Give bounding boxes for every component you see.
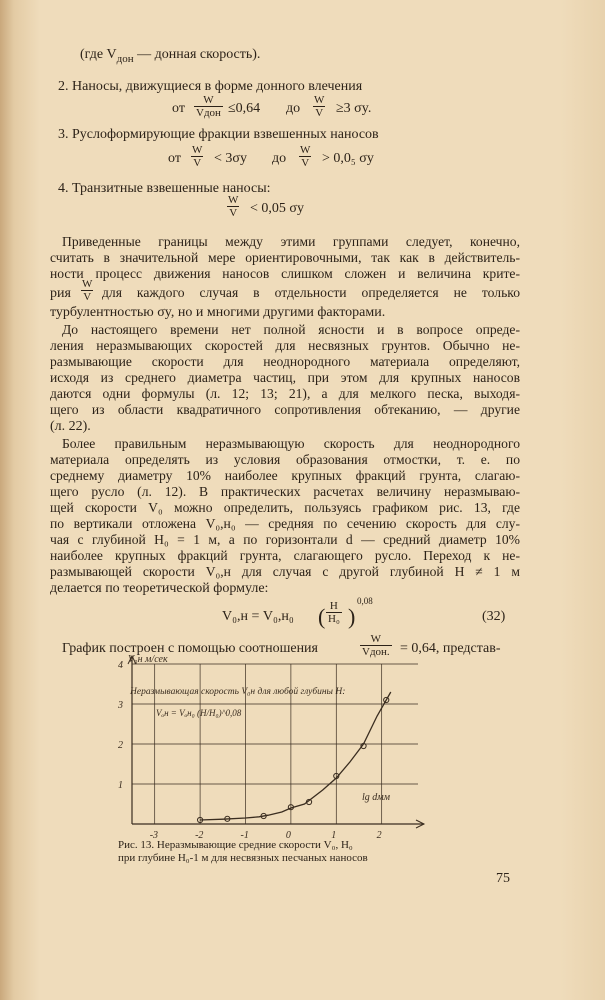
x-axis-label: lg dмм [362,792,391,803]
para1-line-4a: рия [50,286,71,301]
para2-line-7: (л. 22). [50,419,91,434]
para2-line-4: исходя из среднего диаметра частиц, при этом для крупных наносов [50,370,520,385]
item-4-fraction: $\frac{W}{V}$ [228,194,239,219]
y-tick-4: 4 [118,660,123,671]
x-tick-0: 0 [285,830,291,841]
para3-line-10: делается по теоретической формуле: [50,581,269,596]
para3-line-9: размывающей скорости V₀,н для случая с другой глубиной H ≠ 1 м [50,564,520,579]
para1-line-5: турбулентностью σy, но и многими другими факторами. [50,305,386,320]
formula-lhs: V₀,н = V₀,н₀ [222,609,294,624]
item-3-to: до [272,151,287,166]
graph-line-a: График построен с помощью соотношения [62,641,318,656]
y-tick-2: 2 [118,740,123,751]
item-3-gt: > 0,0₅ σy [322,151,374,166]
graph-line-b: = 0,64, представ- [400,641,501,656]
x-tick--1: -1 [240,830,249,841]
para3-line-6: по вертикали отложена V₀,н₀ — средняя по сечению скорость для слу- [50,516,520,531]
formula-paren-close: ) [348,604,356,629]
y-axis-label: V₀н м/сек [128,654,168,665]
para1-line-1: Приведенные границы между этими группами следует, конечно, [62,234,520,249]
para3-line-2: материала определять из условия образования отмостки, т. е. по [50,452,520,467]
para2-line-1: До настоящего времени нет полной ясности и в вопросе опреде- [62,322,520,337]
item-3-from: от [168,151,181,166]
para3-line-8: наиболее крупных фракций грунта, слагающего русло. Переход к не- [50,548,520,563]
item-3-fraction-2: $\frac{W}{V}$ [300,144,311,169]
item-2-to: до [286,101,301,116]
item-2-fraction-2: $\frac{W}{V}$ [314,94,325,119]
x-tick--3: -3 [149,830,159,841]
figure-caption-1: Рис. 13. Неразмывающие средние скорости V₀, H₀ [118,839,353,851]
item-4-lt: < 0,05 σy [250,201,304,216]
item-2-geq: ≥3 σy. [336,101,372,116]
para1-fraction: $\frac{W}{V}$ [82,278,93,303]
para1-line-4b: для каждого случая в отдельности определяется не только [102,285,520,300]
para1-line-2: считать в значительной мере ориентировочными, так как в действитель- [50,250,520,265]
figure-13-chart [110,648,430,843]
para2-line-3: размывающие скорости для неоднородного материала определяют, [50,354,520,369]
para3-line-4: щего русло (л. 12). В практических расчетах величину неразмываю- [50,484,520,499]
figure-caption-2: при глубине H₀-1 м для несвязных песчаных наносов [118,852,368,864]
item-2-from: от [172,101,185,116]
item-2-leq: ≤0,64 [228,101,261,116]
para3-line-5: щей скорости V₀ можно определить, пользуясь графиком рис. 13, где [50,500,520,515]
para1-line-3: ности процесс движения наносов слишком сложен и величина крите- [50,266,520,281]
page-number: 75 [496,871,510,886]
formula-number: (32) [482,609,506,624]
item-3-heading: 3. Руслоформирующие фракции взвешенных наносов [58,127,379,142]
chart-formula-label: Vₒн = Vₒн₀ (H/H₀)^0,08 [156,708,242,718]
item-3-lt: < 3σy [214,151,247,166]
formula-paren-open: ( [318,604,326,629]
graph-fraction: W Vдон. [362,633,390,658]
formula-exponent: 0,08 [357,596,373,606]
y-tick-3: 3 [118,700,123,711]
para3-line-3: среднему диаметру 10% наиболее крупных фракций грунта, слагаю- [50,468,520,483]
para2-line-6: щего из области квадратичного сопротивления обтеканию, — другие [50,402,520,417]
formula-fraction: $\frac{H}{\text{H₀}}$ [328,600,340,625]
item-3-fraction-1: $\frac{W}{V}$ [192,144,203,169]
para3-line-7: чая с глубиной H₀ = 1 м, а по горизонтали d — средний диаметр 10% [50,532,520,547]
para2-line-5: даются одни формулы (л. 12; 13; 21), а для мелкого песка, выходя- [50,386,520,401]
item-2-heading: 2. Наносы, движущиеся в форме донного влечения [58,79,363,94]
x-tick--2: -2 [195,830,204,841]
x-tick-1: 1 [331,830,337,841]
para3-line-1: Более правильным неразмывающую скорость для неоднородного [62,436,520,451]
chart-title: Неразмывающая скорость V₀н для любой глубины H: [130,687,346,697]
x-tick-2: 2 [376,830,382,841]
para2-line-2: ления неразмывающих скоростей для несвязных грунтов. Обычно не- [50,338,520,353]
item-2-fraction-1: W Vдон [196,94,221,119]
item-4-heading: 4. Транзитные взвешенные наносы: [58,181,271,196]
y-tick-1: 1 [118,780,123,791]
where-line: (где $V_{дон}$ — донная скорость). [80,47,261,65]
